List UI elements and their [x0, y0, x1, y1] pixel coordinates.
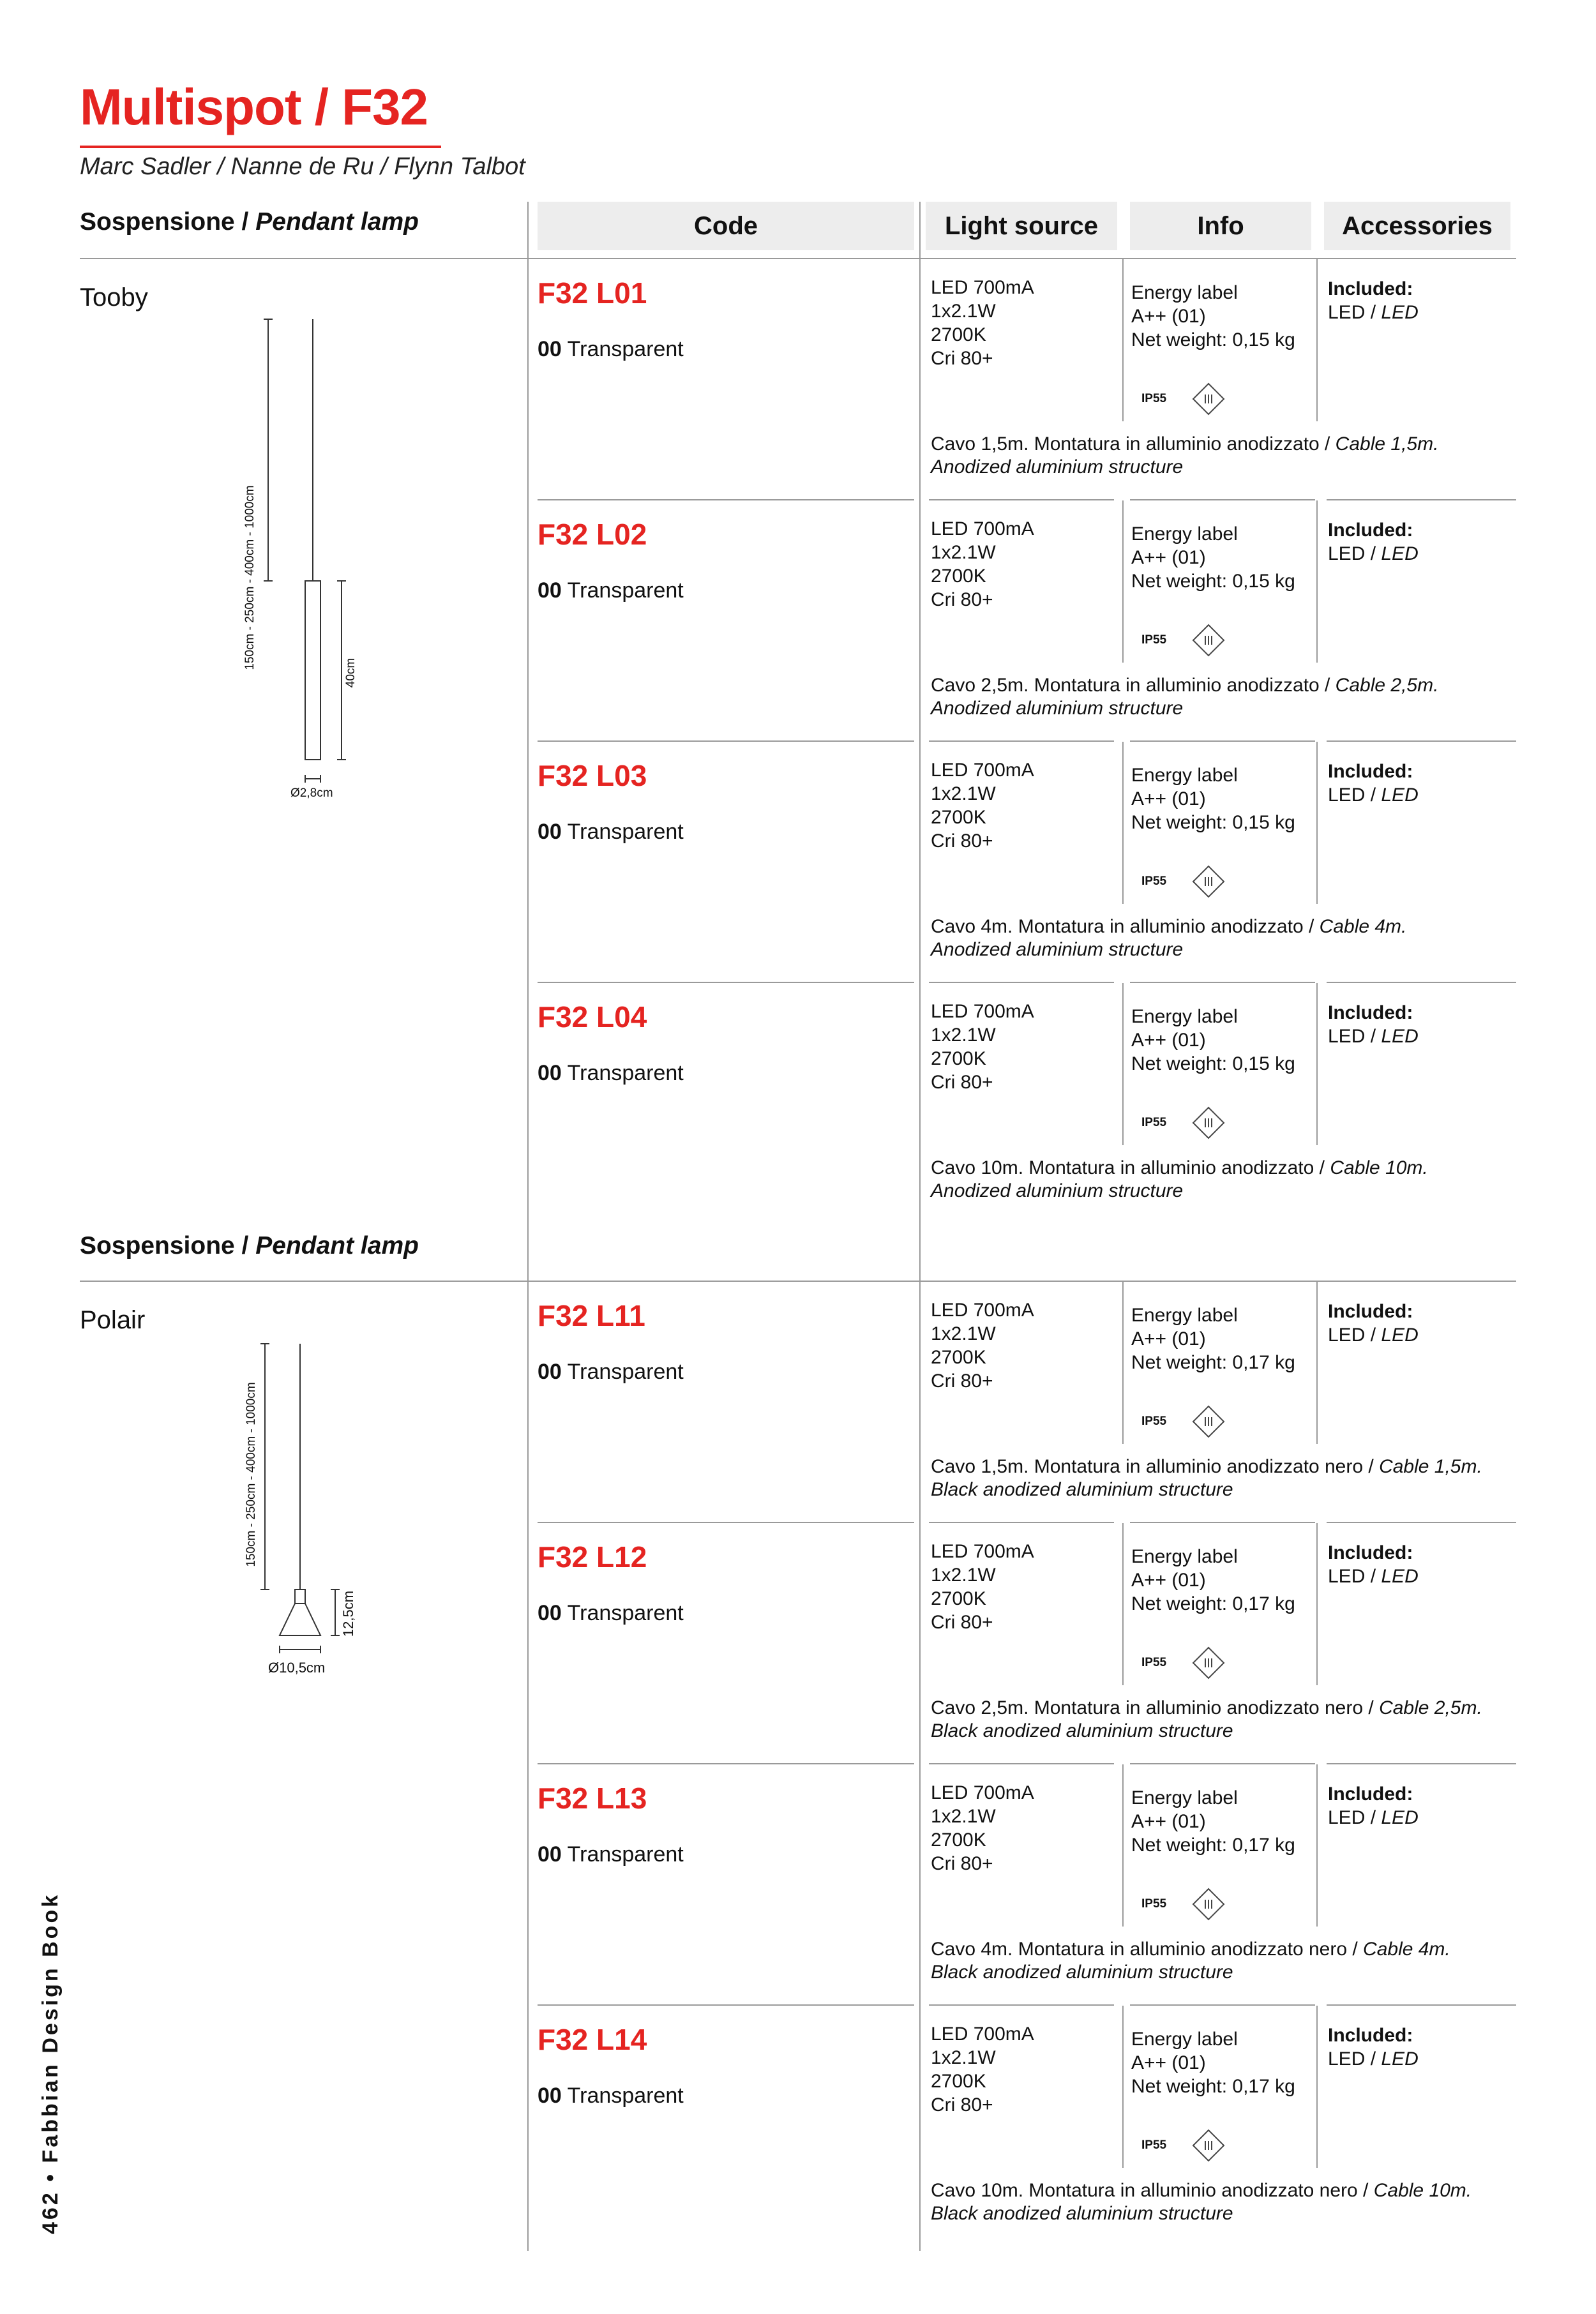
- info-spec: Energy label: [1131, 1787, 1238, 1808]
- info-spec: Energy label: [1131, 1006, 1238, 1027]
- tooby-dimension-drawing: [243, 313, 383, 811]
- description-en: Cable 4m.: [1363, 1939, 1450, 1960]
- product-code: F32 L04: [538, 1000, 647, 1033]
- product-code: F32 L13: [538, 1782, 647, 1815]
- info-spec: A++ (01): [1131, 1811, 1206, 1832]
- accessories-title: Included:: [1328, 520, 1413, 541]
- product-code: F32 L11: [538, 1299, 645, 1332]
- info-spec: A++ (01): [1131, 1570, 1206, 1591]
- page-title: Multispot / F32: [80, 79, 428, 135]
- product-name: Polair: [80, 1306, 146, 1334]
- row-rule: [1130, 2004, 1315, 2006]
- accessories-title: Included:: [1328, 2025, 1413, 2046]
- row-rule: [929, 982, 1114, 983]
- accessories-value: [1328, 1565, 1419, 1588]
- light-source-spec: Cri 80+: [931, 2094, 993, 2115]
- row-rule: [1130, 982, 1315, 983]
- light-source-spec: 1x2.1W: [931, 1323, 996, 1344]
- accessories-value: [1328, 301, 1419, 324]
- accessories-divider: [1316, 983, 1318, 1145]
- product-code: F32 L03: [538, 759, 647, 792]
- book-title: Fabbian Design Book: [38, 1892, 63, 2163]
- light-source-spec: Cri 80+: [931, 1612, 993, 1633]
- description-en: Cable 2,5m.: [1335, 675, 1439, 696]
- dimension-label-height: 150cm - 250cm - 400cm - 1000cm: [245, 1382, 258, 1567]
- section-label-en: Pendant lamp: [255, 208, 419, 236]
- light-source-spec: 2700K: [931, 1347, 986, 1368]
- page-footer: [38, 1893, 63, 2234]
- finish-code: 00: [538, 1842, 562, 1867]
- row-description: [931, 1455, 1482, 1478]
- info-spec: Net weight: 0,15 kg: [1131, 571, 1295, 592]
- finish-code: 00: [538, 578, 562, 603]
- info-divider: [1122, 2006, 1124, 2168]
- row-rule: [929, 740, 1114, 742]
- product-name: Tooby: [80, 283, 148, 312]
- row-description: [931, 915, 1406, 938]
- light-source-spec: 1x2.1W: [931, 301, 996, 322]
- light-source-spec: LED 700mA: [931, 1541, 1034, 1562]
- title-underline: [80, 146, 441, 148]
- description-en: Cable 1,5m.: [1379, 1456, 1482, 1477]
- light-source-spec: 1x2.1W: [931, 1806, 996, 1827]
- info-spec: Energy label: [1131, 1305, 1238, 1326]
- finish-name: Transparent: [567, 2084, 684, 2108]
- description-en: Cable 4m.: [1319, 916, 1407, 937]
- light-source-spec: Cri 80+: [931, 1853, 993, 1874]
- info-divider: [1122, 742, 1124, 904]
- accessories-value: [1328, 1025, 1419, 1048]
- row-rule: [929, 1763, 1114, 1764]
- row-description: [931, 1938, 1450, 1961]
- class-iii-icon: [1191, 2128, 1226, 2163]
- class-iii-icon: [1191, 1404, 1226, 1439]
- info-spec: Net weight: 0,17 kg: [1131, 1593, 1295, 1614]
- column-header-accessories: Accessories: [1324, 202, 1510, 250]
- description-it: Cavo 1,5m. Montatura in alluminio anodizzato /: [931, 433, 1330, 455]
- accessories-divider: [1316, 1764, 1318, 1927]
- finish-label: [538, 820, 684, 845]
- row-description-en: Black anodized aluminium structure: [931, 1479, 1233, 1500]
- accessories-value-it: LED /: [1328, 1325, 1376, 1346]
- light-source-spec: Cri 80+: [931, 589, 993, 610]
- dimension-label-diameter: Ø2,8cm: [290, 786, 333, 800]
- info-divider: [1122, 1282, 1124, 1444]
- class-iii-icon: [1191, 1106, 1226, 1140]
- section-heading: [80, 208, 419, 236]
- row-rule: [1130, 1522, 1315, 1523]
- column-divider: [527, 202, 529, 2251]
- finish-label: [538, 1360, 684, 1385]
- accessories-value: [1328, 783, 1419, 807]
- row-rule: [1327, 2004, 1516, 2006]
- finish-code: 00: [538, 2084, 562, 2108]
- light-source-spec: LED 700mA: [931, 1001, 1034, 1022]
- info-spec: A++ (01): [1131, 2052, 1206, 2073]
- ip-rating: IP55: [1141, 875, 1167, 888]
- column-header-code: Code: [538, 202, 914, 250]
- accessories-value-en: LED: [1381, 1325, 1419, 1346]
- row-description-en: Anodized aluminium structure: [931, 1180, 1184, 1201]
- finish-label: [538, 578, 684, 603]
- dimension-label-diameter: Ø10,5cm: [268, 1660, 326, 1676]
- description-it: Cavo 10m. Montatura in alluminio anodizzato nero /: [931, 2180, 1369, 2201]
- footer-bullet: •: [38, 2171, 63, 2182]
- row-rule: [929, 499, 1114, 500]
- description-it: Cavo 1,5m. Montatura in alluminio anodizzato nero /: [931, 1456, 1374, 1477]
- info-spec: Net weight: 0,17 kg: [1131, 2076, 1295, 2097]
- row-rule: [1327, 982, 1516, 983]
- finish-name: Transparent: [567, 1360, 684, 1384]
- section-label-it: Sospensione /: [80, 1232, 249, 1259]
- dimension-label-body: 12,5cm: [340, 1590, 356, 1637]
- info-spec: Energy label: [1131, 765, 1238, 786]
- info-divider: [1122, 1764, 1124, 1927]
- finish-code: 00: [538, 820, 562, 844]
- row-description-en: Black anodized aluminium structure: [931, 1962, 1233, 1983]
- ip-rating: IP55: [1141, 392, 1167, 405]
- light-source-spec: Cri 80+: [931, 830, 993, 852]
- section-heading: [80, 1232, 419, 1260]
- info-spec: Net weight: 0,15 kg: [1131, 329, 1295, 350]
- class-iii-icon: [1191, 382, 1226, 416]
- light-source-spec: LED 700mA: [931, 760, 1034, 781]
- info-spec: Energy label: [1131, 523, 1238, 545]
- light-source-spec: LED 700mA: [931, 277, 1034, 298]
- accessories-divider: [1316, 2006, 1318, 2168]
- page-number: 462: [38, 2190, 63, 2234]
- description-en: Cable 10m.: [1373, 2180, 1472, 2201]
- accessories-value-it: LED /: [1328, 1026, 1376, 1047]
- column-header-info: Info: [1130, 202, 1311, 250]
- accessories-value: [1328, 542, 1419, 566]
- light-source-spec: LED 700mA: [931, 1300, 1034, 1321]
- accessories-divider: [1316, 500, 1318, 663]
- row-rule: [929, 2004, 1114, 2006]
- row-description-en: Black anodized aluminium structure: [931, 2203, 1233, 2224]
- light-source-spec: Cri 80+: [931, 1072, 993, 1093]
- light-source-spec: 2700K: [931, 324, 986, 345]
- accessories-value-it: LED /: [1328, 785, 1376, 806]
- light-source-spec: 1x2.1W: [931, 542, 996, 563]
- accessories-value: [1328, 2047, 1419, 2071]
- row-rule: [538, 499, 914, 500]
- light-source-spec: 1x2.1W: [931, 783, 996, 804]
- accessories-divider: [1316, 742, 1318, 904]
- info-spec: A++ (01): [1131, 547, 1206, 568]
- description-it: Cavo 2,5m. Montatura in alluminio anodizzato /: [931, 675, 1330, 696]
- info-spec: A++ (01): [1131, 306, 1206, 327]
- info-divider: [1122, 500, 1124, 663]
- row-rule: [538, 982, 914, 983]
- section-label-it: Sospensione /: [80, 208, 249, 236]
- finish-code: 00: [538, 1601, 562, 1625]
- finish-code: 00: [538, 1061, 562, 1085]
- accessories-value-it: LED /: [1328, 1807, 1376, 1828]
- accessories-value: [1328, 1806, 1419, 1829]
- row-rule: [1327, 1522, 1516, 1523]
- finish-name: Transparent: [567, 1842, 684, 1867]
- accessories-title: Included:: [1328, 1002, 1413, 1023]
- row-rule: [538, 2004, 914, 2006]
- light-source-spec: 2700K: [931, 566, 986, 587]
- description-it: Cavo 4m. Montatura in alluminio anodizzato /: [931, 916, 1314, 937]
- finish-name: Transparent: [567, 820, 684, 844]
- info-spec: Net weight: 0,15 kg: [1131, 1053, 1295, 1074]
- product-code: F32 L12: [538, 1540, 647, 1574]
- accessories-title: Included:: [1328, 1542, 1413, 1563]
- accessories-value-en: LED: [1381, 302, 1419, 323]
- info-spec: Energy label: [1131, 282, 1238, 303]
- description-en: Cable 2,5m.: [1379, 1697, 1482, 1718]
- row-description: [931, 2179, 1472, 2202]
- info-spec: A++ (01): [1131, 788, 1206, 809]
- finish-label: [538, 1842, 684, 1867]
- accessories-value-it: LED /: [1328, 543, 1376, 564]
- section-rule: [80, 258, 1516, 259]
- accessories-value-it: LED /: [1328, 1566, 1376, 1587]
- ip-rating: IP55: [1141, 1897, 1167, 1911]
- light-source-spec: 1x2.1W: [931, 1025, 996, 1046]
- class-iii-icon: [1191, 1887, 1226, 1921]
- light-source-spec: 2700K: [931, 1588, 986, 1609]
- row-rule: [1327, 499, 1516, 500]
- section-rule: [80, 1281, 1516, 1282]
- row-description-en: Anodized aluminium structure: [931, 456, 1184, 477]
- finish-label: [538, 1061, 684, 1086]
- row-description: [931, 1697, 1482, 1720]
- ip-rating: IP55: [1141, 633, 1167, 647]
- accessories-value-en: LED: [1381, 1026, 1419, 1047]
- ip-rating: IP55: [1141, 1656, 1167, 1669]
- light-source-spec: 2700K: [931, 807, 986, 828]
- accessories-value-it: LED /: [1328, 2048, 1376, 2070]
- info-spec: Energy label: [1131, 1546, 1238, 1567]
- info-divider: [1122, 1523, 1124, 1685]
- row-rule: [538, 740, 914, 742]
- row-description: [931, 1157, 1428, 1180]
- finish-name: Transparent: [567, 337, 684, 361]
- product-code: F32 L01: [538, 276, 647, 310]
- light-source-spec: 2700K: [931, 2071, 986, 2092]
- description-it: Cavo 2,5m. Montatura in alluminio anodizzato nero /: [931, 1697, 1374, 1718]
- light-source-spec: LED 700mA: [931, 518, 1034, 539]
- product-code: F32 L02: [538, 518, 647, 551]
- accessories-title: Included:: [1328, 761, 1413, 782]
- light-source-spec: 1x2.1W: [931, 1565, 996, 1586]
- accessories-value-en: LED: [1381, 1807, 1419, 1828]
- class-iii-icon: [1191, 864, 1226, 899]
- finish-code: 00: [538, 1360, 562, 1384]
- row-description: [931, 674, 1438, 697]
- info-spec: A++ (01): [1131, 1030, 1206, 1051]
- designers: Marc Sadler / Nanne de Ru / Flynn Talbot: [80, 153, 525, 180]
- accessories-title: Included:: [1328, 1784, 1413, 1805]
- row-rule: [1327, 740, 1516, 742]
- accessories-value: [1328, 1323, 1419, 1347]
- finish-name: Transparent: [567, 1601, 684, 1625]
- description-en: Cable 1,5m.: [1335, 433, 1439, 455]
- accessories-divider: [1316, 259, 1318, 421]
- info-divider: [1122, 259, 1124, 421]
- ip-rating: IP55: [1141, 1415, 1167, 1428]
- row-rule: [538, 1763, 914, 1764]
- info-spec: Net weight: 0,15 kg: [1131, 812, 1295, 833]
- light-source-spec: 1x2.1W: [931, 2047, 996, 2068]
- accessories-value-it: LED /: [1328, 302, 1376, 323]
- ip-rating: IP55: [1141, 2138, 1167, 2152]
- column-header-light-source: Light source: [926, 202, 1117, 250]
- column-divider: [919, 202, 921, 2251]
- finish-label: [538, 337, 684, 362]
- accessories-value-en: LED: [1381, 1566, 1419, 1587]
- info-spec: A++ (01): [1131, 1328, 1206, 1349]
- info-divider: [1122, 983, 1124, 1145]
- finish-code: 00: [538, 337, 562, 361]
- row-description-en: Black anodized aluminium structure: [931, 1720, 1233, 1741]
- row-description-en: Anodized aluminium structure: [931, 939, 1184, 960]
- row-rule: [1130, 499, 1315, 500]
- description-en: Cable 10m.: [1330, 1157, 1428, 1178]
- info-spec: Energy label: [1131, 2029, 1238, 2050]
- row-rule: [1130, 1763, 1315, 1764]
- finish-label: [538, 2084, 684, 2108]
- finish-name: Transparent: [567, 578, 684, 603]
- row-rule: [1130, 740, 1315, 742]
- row-rule: [538, 1522, 914, 1523]
- light-source-spec: 2700K: [931, 1048, 986, 1069]
- light-source-spec: Cri 80+: [931, 348, 993, 369]
- accessories-divider: [1316, 1282, 1318, 1444]
- row-description-en: Anodized aluminium structure: [931, 698, 1184, 719]
- light-source-spec: LED 700mA: [931, 1782, 1034, 1803]
- dimension-label-body: 40cm: [344, 657, 358, 688]
- accessories-value-en: LED: [1381, 785, 1419, 806]
- accessories-divider: [1316, 1523, 1318, 1685]
- section-label-en: Pendant lamp: [255, 1232, 419, 1259]
- accessories-title: Included:: [1328, 1301, 1413, 1322]
- row-rule: [929, 1522, 1114, 1523]
- product-code: F32 L14: [538, 2023, 647, 2056]
- description-it: Cavo 4m. Montatura in alluminio anodizzato nero /: [931, 1939, 1358, 1960]
- info-spec: Net weight: 0,17 kg: [1131, 1352, 1295, 1373]
- dimension-label-height: 150cm - 250cm - 400cm - 1000cm: [243, 485, 257, 670]
- accessories-value-en: LED: [1381, 543, 1419, 564]
- class-iii-icon: [1191, 623, 1226, 657]
- ip-rating: IP55: [1141, 1116, 1167, 1129]
- light-source-spec: Cri 80+: [931, 1371, 993, 1392]
- light-source-spec: LED 700mA: [931, 2024, 1034, 2045]
- accessories-value-en: LED: [1381, 2048, 1419, 2070]
- row-rule: [1327, 1763, 1516, 1764]
- light-source-spec: 2700K: [931, 1829, 986, 1851]
- accessories-title: Included:: [1328, 278, 1413, 299]
- finish-label: [538, 1601, 684, 1626]
- description-it: Cavo 10m. Montatura in alluminio anodizzato /: [931, 1157, 1325, 1178]
- finish-name: Transparent: [567, 1061, 684, 1085]
- class-iii-icon: [1191, 1646, 1226, 1680]
- info-spec: Net weight: 0,17 kg: [1131, 1835, 1295, 1856]
- row-description: [931, 433, 1438, 456]
